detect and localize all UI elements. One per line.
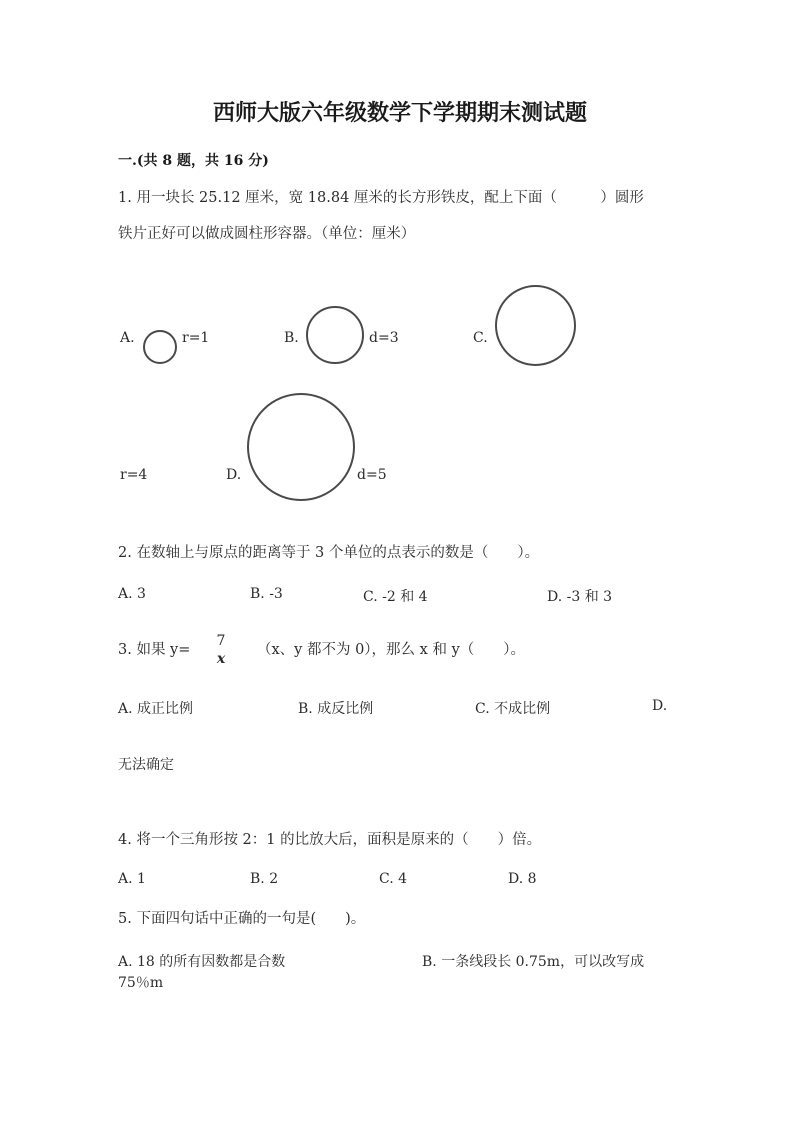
q2-option-a: A. 3 [118, 586, 146, 602]
q2-option-c: C. -2 和 4 [363, 589, 428, 605]
question-5-text: 5. 下面四句话中正确的一句是( )。 [118, 911, 366, 927]
question-1-line-1: 1. 用一块长 25.12 厘米，宽 18.84 厘米的长方形铁皮，配上下面（ ）圆形 [118, 190, 644, 206]
question-3-prefix: 3. 如果 y= [118, 642, 191, 658]
q5-option-b: B. 一条线段长 0.75m，可以改写成 [422, 954, 645, 970]
q1-option-b-label: B. [284, 330, 299, 346]
q5-option-b-continued: 75％m [118, 975, 164, 991]
question-2-text: 2. 在数轴上与原点的距离等于 3 个单位的点表示的数是（ ）。 [118, 545, 540, 561]
question-3-suffix: （x、y 都不为 0），那么 x 和 y（ ）。 [257, 642, 526, 658]
q3-option-d-text: 无法确定 [118, 757, 174, 773]
fraction-7-over-x [210, 632, 232, 668]
q4-option-d: D. 8 [508, 871, 537, 887]
q1-option-a-label: A. [120, 330, 135, 346]
q1-option-b-value: d=3 [369, 330, 399, 346]
q1-option-c-label: C. [473, 330, 488, 346]
q1-option-d-label: D. [226, 467, 242, 483]
q1-option-d-value: d=5 [357, 467, 387, 483]
q4-option-b: B. 2 [250, 871, 279, 887]
q2-option-d: D. -3 和 3 [547, 589, 613, 605]
circle-r1-figure [143, 330, 177, 364]
q2-option-b: B. -3 [250, 586, 283, 602]
fraction-numerator: 7 [216, 633, 226, 649]
question-4-text: 4. 将一个三角形按 2：1 的比放大后，面积是原来的（ ）倍。 [118, 832, 542, 848]
q4-option-a: A. 1 [118, 871, 146, 887]
q1-option-c-value: r=4 [120, 467, 148, 483]
circle-r4-figure [495, 285, 576, 366]
question-1-line-2: 铁片正好可以做成圆柱形容器。（单位：厘米） [118, 226, 416, 242]
q3-option-a: A. 成正比例 [118, 701, 194, 717]
q3-option-c: C. 不成比例 [475, 701, 551, 717]
q1-option-a-value: r=1 [182, 330, 210, 346]
page-title: 西师大版六年级数学下学期期末测试题 [212, 100, 587, 126]
fraction-denominator: x [216, 651, 226, 667]
q3-option-d-label: D. [652, 698, 668, 714]
circle-d5-figure [247, 393, 355, 501]
circle-d3-figure [306, 306, 364, 364]
q5-option-a: A. 18 的所有因数都是合数 [118, 954, 286, 970]
q3-option-b: B. 成反比例 [298, 701, 374, 717]
section-heading: 一.(共 8 题，共 16 分) [118, 153, 269, 169]
q4-option-c: C. 4 [379, 871, 408, 887]
